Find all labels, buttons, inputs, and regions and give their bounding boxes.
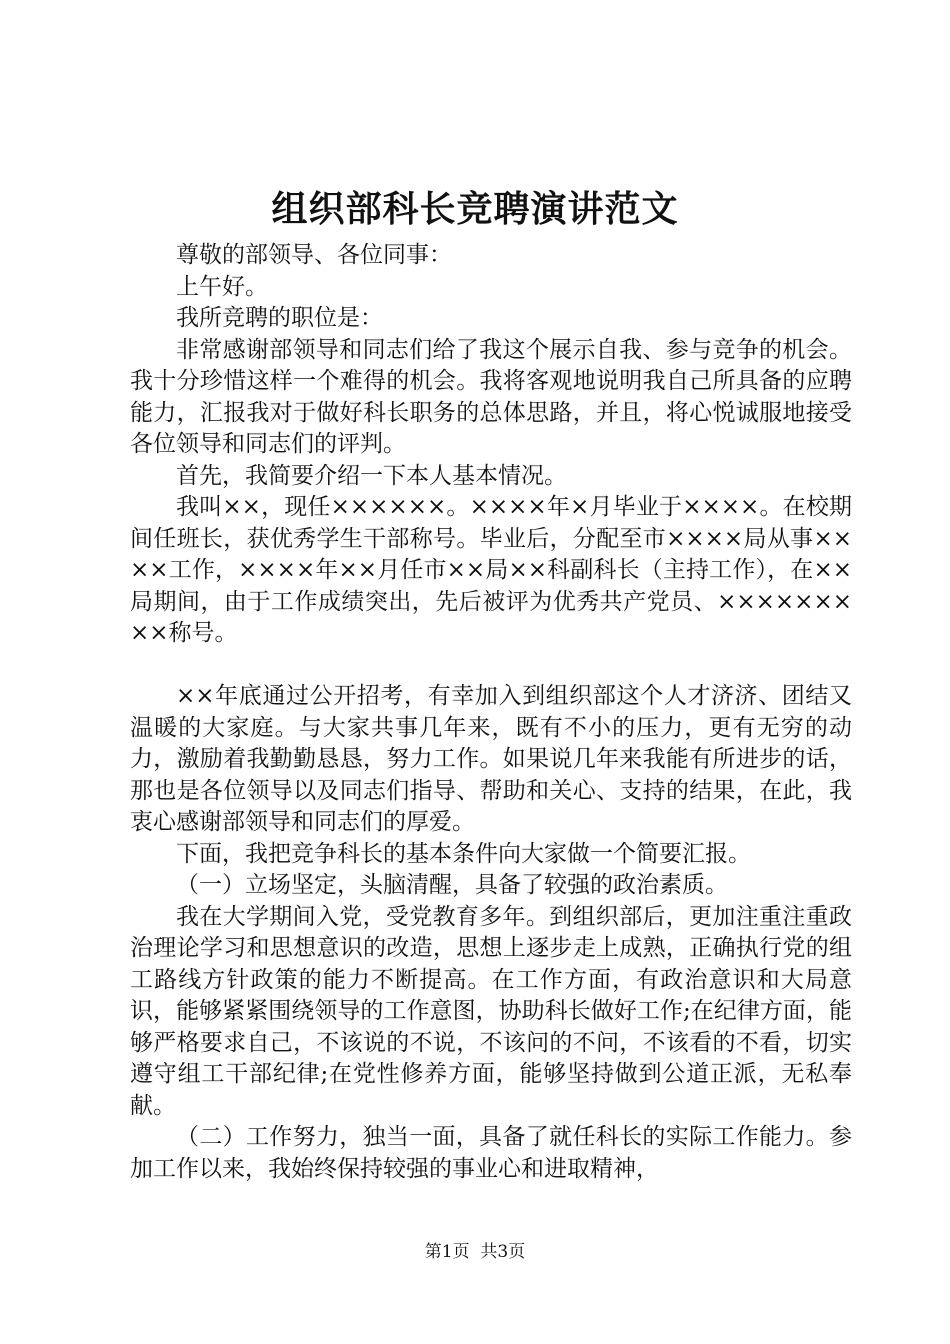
paragraph-greeting: 尊敬的部领导、各位同事： — [176, 242, 452, 268]
paragraph-section-one-body: 我在大学期间入党，受党教育多年。到组织部后，更加注重注重政治理论学习和思想意识的改造，思想上逐步走上成熟，正确执行党的组工路线方针政策的能力不断提高。在工作方面，有政治意识和大局意识，能够紧紧围绕领导的工作意图，协助科长做好工作;在纪律方面，能够严格要求自己，不该说的不说，不该问的不问，不该看的不看，切实遵守组工干部纪律;在党性修养方面，能够坚持做到公道正派，无私奉献。 — [130, 903, 852, 1119]
paragraph-intro: 首先，我简要介绍一下本人基本情况。 — [176, 462, 567, 489]
paragraph-good-morning: 上午好。 — [176, 273, 268, 300]
document-body — [130, 240, 852, 1185]
paragraph-report-intro: 下面，我把竞争科长的基本条件向大家做一个简要汇报。 — [176, 840, 751, 867]
paragraph-section-two: （二）工作努力，独当一面，具备了就任科长的实际工作能力。参加工作以来，我始终保持较强的事业心和进取精神， — [130, 1124, 852, 1182]
page-number: 第1页 — [424, 1242, 470, 1262]
page-total: 共3页 — [480, 1242, 526, 1262]
paragraph-section-one-heading: （一）立场坚定，头脑清醒，具备了较强的政治素质。 — [176, 872, 728, 898]
paragraph-thanks: 非常感谢部领导和同志们给了我这个展示自我、参与竞争的机会。我十分珍惜这样一个难得的机会。我将客观地说明我自己所具备的应聘能力，汇报我对于做好科长职务的总体思路，并且，将心悦诚服地接受各位领导和同志们的评判。 — [130, 336, 852, 457]
paragraph-position: 我所竞聘的职位是： — [176, 305, 383, 331]
paragraph-joining: ××年底通过公开招考，有幸加入到组织部这个人才济济、团结又温暖的大家庭。与大家共事几年来，既有不小的压力，更有无穷的动力，激励着我勤勤恳恳，努力工作。如果说几年来我能有所进步的话，那也是各位领导以及同志们指导、帮助和关心、支持的结果，在此，我衷心感谢部领导和同志们的厚爱。 — [130, 683, 852, 835]
document-title: 组织部科长竞聘演讲范文 — [271, 188, 679, 230]
paragraph-background: 我叫××，现任××××××。××××年×月毕业于××××。在校期间任班长，获优秀学生干部称号。毕业后，分配至市××××局从事××××工作，××××年××月任市××局××科副科长（主持工作），在××局期间，由于工作成绩突出，先后被评为优秀共产党员、×××××××××称号。 — [130, 494, 852, 646]
page-footer — [0, 1240, 950, 1264]
